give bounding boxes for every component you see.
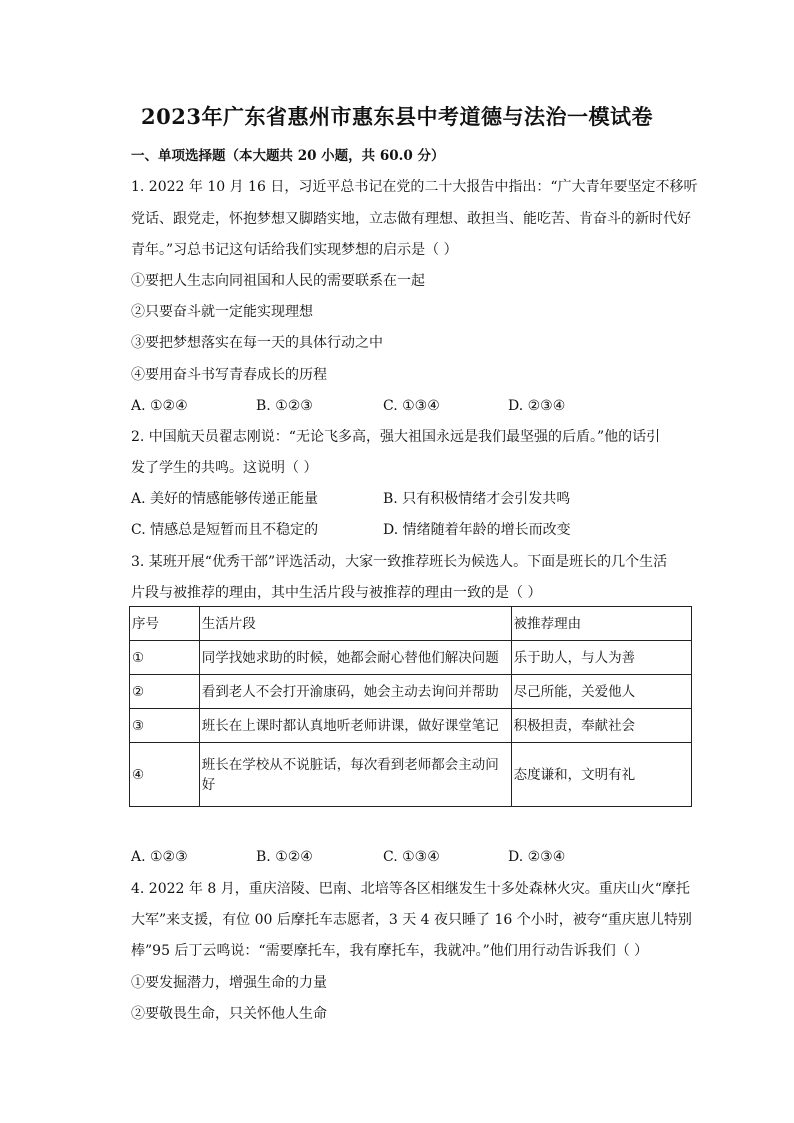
table-cell: 同学找她求助的时候，她都会耐心替他们解决问题 <box>199 641 511 675</box>
q2-option-b[interactable]: B. 只有积极情绪才会引发共鸣 <box>383 491 571 507</box>
q1-stem-line-2: 党话、跟党走，怀抱梦想又脚踏实地，立志做有理想、敢担当、能吃苦、肯奋斗的新时代好 <box>131 211 691 227</box>
q2-stem-line-1: 2. 中国航天员翟志刚说：“无论飞多高，强大祖国永远是我们最坚强的后盾。”他的话引 <box>131 429 661 445</box>
q1-stem-line-1: 1. 2022 年 10 月 16 日，习近平总书记在党的二十大报告中指出：“广大青年要坚定不移听 <box>131 179 698 195</box>
table-cell: ③ <box>130 709 200 743</box>
q3-option-d[interactable]: D. ②③④ <box>508 849 566 865</box>
section-heading: 一、单项选择题（本大题共 20 小题，共 60.0 分） <box>131 148 445 164</box>
q4-item-2: ②要敬畏生命，只关怀他人生命 <box>131 1006 327 1022</box>
table-cell: ② <box>130 675 200 709</box>
q2-option-a[interactable]: A. 美好的情感能够传递正能量 <box>131 491 319 507</box>
table-cell: 积极担责，奉献社会 <box>511 709 691 743</box>
table-cell: 班长在上课时都认真地听老师讲课，做好课堂笔记 <box>199 709 511 743</box>
table-header-cell: 生活片段 <box>199 607 511 641</box>
q2-option-d[interactable]: D. 情绪随着年龄的增长而改变 <box>383 522 571 538</box>
q4-stem-line-3: 棒”95 后丁云鸣说：“需要摩托车，我有摩托车，我就冲。”他们用行动告诉我们（ ） <box>131 943 649 959</box>
q4-stem-line-1: 4. 2022 年 8 月，重庆涪陵、巴南、北培等各区相继发生十多处森林火灾。重庆山火“摩托 <box>131 881 690 897</box>
q1-option-b[interactable]: B. ①②③ <box>256 398 313 414</box>
q2-option-c[interactable]: C. 情感总是短暂而且不稳定的 <box>131 522 319 538</box>
q1-item-3: ③要把梦想落实在每一天的具体行动之中 <box>131 335 383 351</box>
q4-item-1: ①要发掘潜力，增强生命的力量 <box>131 975 327 991</box>
table-row <box>130 641 692 675</box>
q1-item-1: ①要把人生志向同祖国和人民的需要联系在一起 <box>131 273 425 289</box>
q1-stem-line-3: 青年。”习总书记这句话给我们实现梦想的启示是（ ） <box>131 242 458 258</box>
table-cell: ① <box>130 641 200 675</box>
table-row <box>130 743 692 807</box>
q3-table <box>129 606 692 807</box>
q3-stem-line-2: 片段与被推荐的理由，其中生活片段与被推荐的理由一致的是（ ） <box>131 585 542 601</box>
q1-option-a[interactable]: A. ①②④ <box>131 398 188 414</box>
table-header-row <box>130 607 692 641</box>
table-row <box>130 675 692 709</box>
q4-stem-line-2: 大军”来支援，有位 00 后摩托车志愿者，3 天 4 夜只睡了 16 个小时，被夸“重庆崽儿特别 <box>131 912 692 928</box>
q1-option-d[interactable]: D. ②③④ <box>508 398 566 414</box>
q1-item-4: ④要用奋斗书写青春成长的历程 <box>131 367 327 383</box>
page-title: 2023年广东省惠州市惠东县中考道德与法治一模试卷 <box>141 104 653 129</box>
table-row <box>130 709 692 743</box>
table-cell: 尽己所能，关爱他人 <box>511 675 691 709</box>
q3-option-a[interactable]: A. ①②③ <box>131 849 188 865</box>
table-cell: ④ <box>130 743 200 807</box>
q1-item-2: ②只要奋斗就一定能实现理想 <box>131 304 313 320</box>
q1-option-c[interactable]: C. ①③④ <box>383 398 440 414</box>
table-cell: 态度谦和，文明有礼 <box>511 743 691 807</box>
table-header-cell: 序号 <box>130 607 200 641</box>
table-cell: 班长在学校从不说脏话，每次看到老师都会主动问好 <box>199 743 511 807</box>
table-header-cell: 被推荐理由 <box>511 607 691 641</box>
q3-stem-line-1: 3. 某班开展“优秀干部”评选活动，大家一致推荐班长为候选人。下面是班长的几个生活 <box>131 554 668 570</box>
q3-option-c[interactable]: C. ①③④ <box>383 849 440 865</box>
table-cell: 乐于助人，与人为善 <box>511 641 691 675</box>
q2-stem-line-2: 发了学生的共鸣。这说明（ ） <box>131 460 318 476</box>
table-cell: 看到老人不会打开渝康码，她会主动去询问并帮助 <box>199 675 511 709</box>
q3-option-b[interactable]: B. ①②④ <box>256 849 313 865</box>
